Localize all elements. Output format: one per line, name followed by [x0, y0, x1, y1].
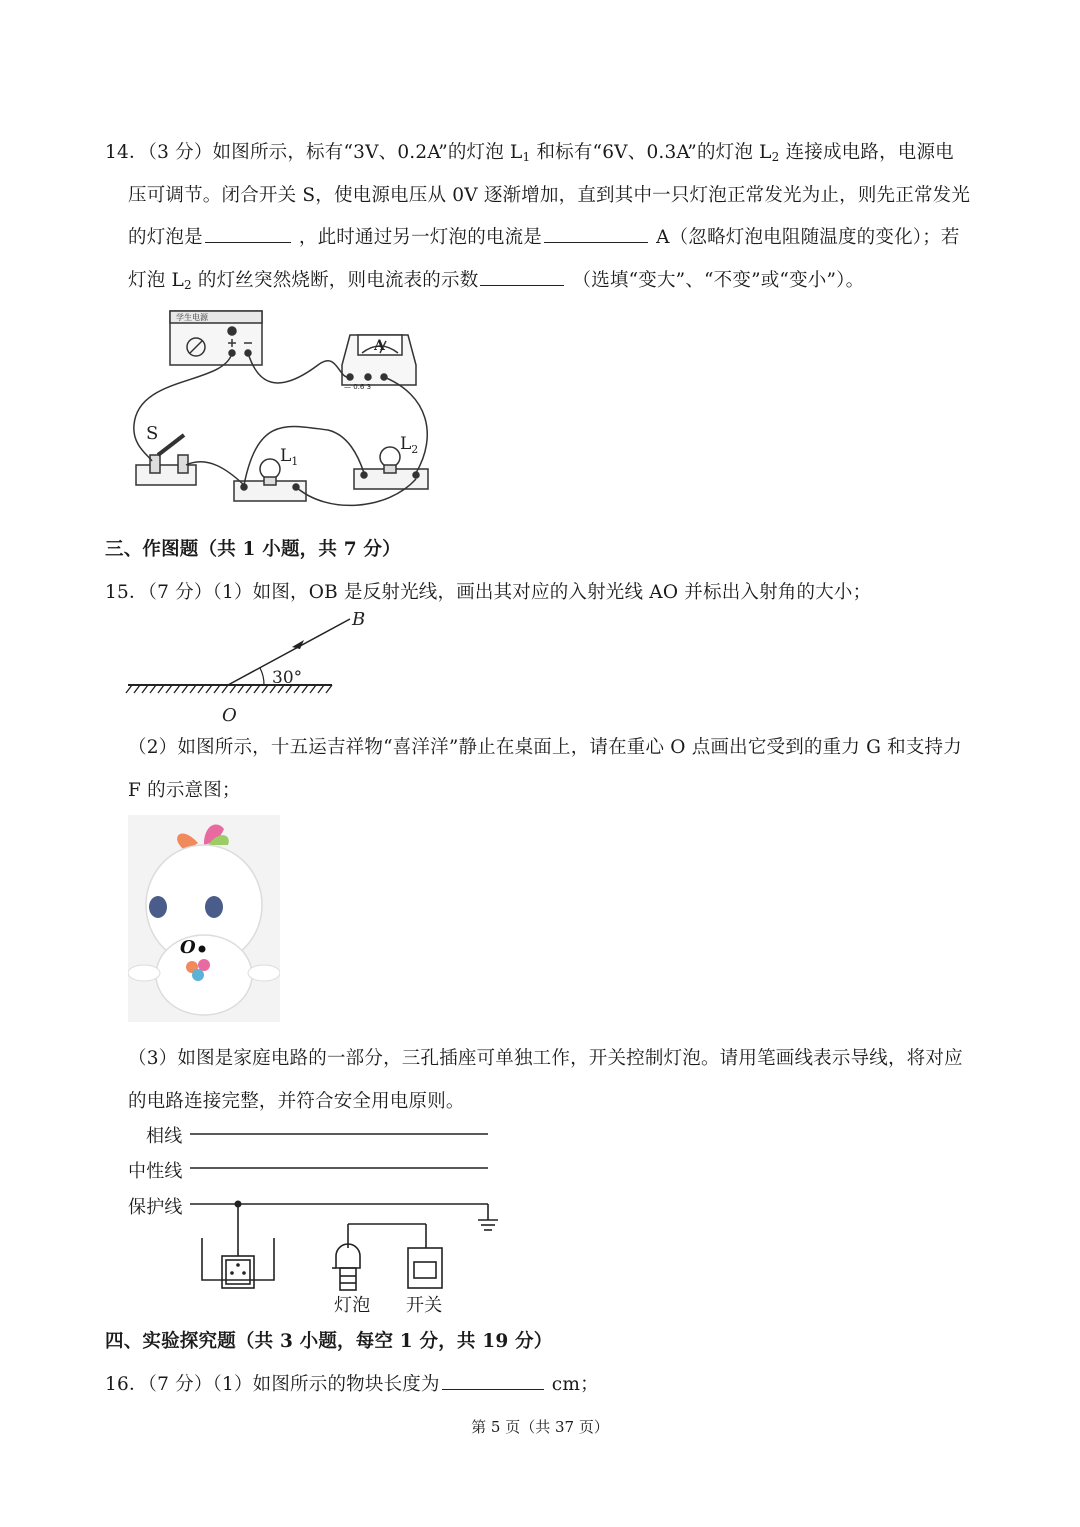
ammeter-scale: — 0.6 3	[344, 383, 372, 391]
ammeter-label: A	[374, 338, 385, 354]
switch-label: S	[146, 423, 159, 444]
q15-part3-line2: 的电路连接完整，并符合安全用电原则。	[128, 1091, 465, 1112]
q15-part2-line1: （2）如图所示，十五运吉祥物“喜洋洋”静止在桌面上，请在重心 O 点画出它受到的重力 G 和支持力	[128, 737, 962, 758]
section-4-title: 四、实验探究题（共 3 小题，每空 1 分，共 19 分）	[105, 1331, 553, 1352]
live-wire-label: 相线	[146, 1126, 183, 1147]
mascot-figure	[128, 815, 280, 1022]
q14-line4: 灯泡 $L_2$ 的灯丝突然烧断，则电流表的示数 （选填“变大”、“不变”或“变小”）。	[128, 270, 865, 292]
switch-symbol	[408, 1248, 442, 1288]
answer-blank-1[interactable]	[205, 241, 291, 243]
q15-part2-line2: F 的示意图；	[128, 780, 241, 801]
socket-box	[222, 1256, 254, 1288]
l2-label: $L_2$	[400, 434, 419, 456]
answer-blank-2[interactable]	[544, 241, 648, 243]
mascot-arm-left	[128, 965, 160, 981]
mascot-eye-right	[205, 896, 223, 918]
ground-junction	[235, 1201, 242, 1208]
point-b-label: B	[352, 609, 366, 630]
angle-arc	[260, 668, 264, 685]
q14-line1: 14．（3 分）如图所示，标有“3V、0.2A”的灯泡 $L_1$ 和标有“6V、0.3A”的灯泡 $L_2$ 连接成电路，电源电	[105, 142, 954, 164]
circuit-figure	[128, 305, 440, 520]
section-3-title: 三、作图题（共 1 小题，共 7 分）	[105, 539, 401, 560]
mascot-eye-left	[149, 896, 167, 918]
household-circuit-figure	[186, 1120, 498, 1300]
ground-wire-label: 保护线	[128, 1197, 183, 1218]
q14-line2: 压可调节。闭合开关 S，使电源电压从 0V 逐渐增加，直到其中一只灯泡正常发光为止，则先正常发光	[128, 185, 971, 206]
answer-blank-3[interactable]	[480, 284, 564, 286]
reflection-figure	[124, 605, 369, 727]
mascot-arm-right	[248, 965, 280, 981]
q16-line1: 16．（7 分）（1）如图所示的物块长度为 cm；	[105, 1374, 599, 1395]
neutral-wire-label: 中性线	[128, 1161, 183, 1182]
center-of-gravity-dot	[199, 946, 206, 953]
page-footer: 第 5 页（共 37 页）	[471, 1418, 609, 1436]
angle-label: 30°	[272, 668, 303, 688]
q15-part3-line1: （3）如图是家庭电路的一部分，三孔插座可单独工作，开关控制灯泡。请用笔画线表示导线，将对应	[128, 1048, 963, 1069]
q15-part1: 15．（7 分）（1）如图，OB 是反射光线，画出其对应的入射光线 AO 并标出入射角的大小；	[105, 582, 872, 603]
point-o-label: O	[222, 705, 237, 726]
l1-label: $L_1$	[280, 446, 299, 468]
bulb-label: 灯泡	[334, 1295, 371, 1316]
q14-line3: 的灯泡是 ，此时通过另一灯泡的电流是 A（忽略灯泡电阻随温度的变化）；若	[128, 227, 960, 248]
gravity-center-label: O	[180, 937, 196, 958]
power-supply-label: 学生电源	[176, 313, 208, 322]
switch-label-2: 开关	[406, 1295, 443, 1316]
answer-blank-4[interactable]	[442, 1388, 544, 1390]
